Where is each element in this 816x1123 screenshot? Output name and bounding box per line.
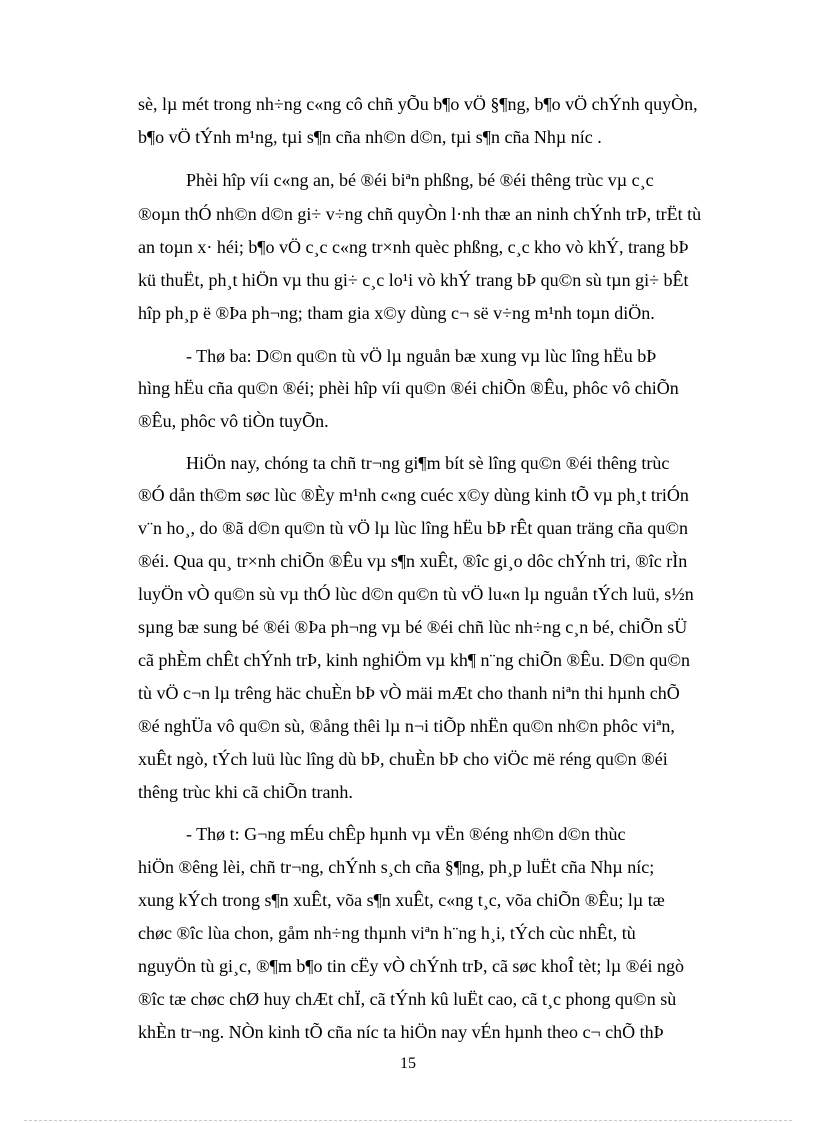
text-line: ®oµn thÓ nh©n d©n gi÷ v÷ng chñ quyÒn l·nh thæ an ninh chÝnh trÞ, trËt tù — [138, 204, 702, 224]
text-line: b¶o vÖ tÝnh m¹ng, tµi s¶n cña nh©n d©n, tµi s¶n cña Nhµ níc . — [138, 127, 602, 147]
text-line: - Thø ba: D©n qu©n tù vÖ lµ nguån bæ xung vµ lùc lîng hËu bÞ — [186, 346, 657, 366]
text-line: khÈn tr¬ng. NÒn kinh tÕ cña níc ta hiÖn nay vÉn hµnh theo c¬ chÕ thÞ — [138, 1022, 664, 1042]
text-line: kü thuËt, ph¸t hiÖn vµ thu gi÷ c¸c lo¹i vò khÝ trang bÞ qu©n sù tµn gi÷ bÊt — [138, 270, 689, 290]
text-line: ®é nghÜa vô qu©n sù, ®ång thêi lµ n¬i tiÕp nhËn qu©n nh©n phôc viªn, — [138, 716, 675, 736]
page-bottom-divider — [24, 1120, 792, 1121]
text-line: ®Êu, phôc vô tiÒn tuyÕn. — [138, 411, 329, 431]
text-line: xuÊt ngò, tÝch luü lùc lîng dù bÞ, chuÈn bÞ cho viÖc më réng qu©n ®éi — [138, 749, 668, 769]
text-line: xung kÝch trong s¶n xuÊt, võa s¶n xuÊt, c«ng t¸c, võa chiÕn ®Êu; lµ tæ — [138, 890, 665, 910]
text-line: ®îc tæ chøc chØ huy chÆt chÏ, cã tÝnh kû luËt cao, cã t¸c phong qu©n sù — [138, 989, 677, 1009]
text-line: an toµn x· héi; b¶o vÖ c¸c c«ng tr×nh quèc phßng, c¸c kho vò khÝ, trang bÞ — [138, 237, 689, 257]
text-line: sµng bæ sung bé ®éi ®Þa ph¬ng vµ bé ®éi chñ lùc nh÷ng c¸n bé, chiÕn sÜ — [138, 617, 688, 637]
text-line: HiÖn nay, chóng ta chñ tr¬ng gi¶m bít sè lîng qu©n ®éi thêng trùc — [186, 453, 670, 473]
page-number: 15 — [400, 1055, 416, 1072]
text-line: ®Ó dån th©m søc lùc ®Èy m¹nh c«ng cuéc x©y dùng kinh tÕ vµ ph¸t triÓn — [138, 485, 689, 505]
text-line: nguyÖn tù gi¸c, ®¶m b¶o tin cËy vÒ chÝnh trÞ, cã søc khoÎ tèt; lµ ®éi ngò — [138, 956, 684, 976]
text-line: cã phÈm chÊt chÝnh trÞ, kinh nghiÖm vµ kh¶ n¨ng chiÕn ®Êu. D©n qu©n — [138, 650, 690, 670]
text-line: ®éi. Qua qu¸ tr×nh chiÕn ®Êu vµ s¶n xuÊt, ®îc gi¸o dôc chÝnh tri, ®îc rÌn — [138, 551, 688, 571]
text-line: luyÖn vÒ qu©n sù vµ thÓ lùc d©n qu©n tù vÖ lu«n lµ nguån tÝch luü, s½n — [138, 584, 694, 604]
text-line: Phèi hîp víi c«ng an, bé ®éi biªn phßng, bé ®éi thêng trùc vµ c¸c — [186, 170, 654, 190]
text-line: - Thø t: G¬ng mÉu chÊp hµnh vµ vËn ®éng nh©n d©n thùc — [186, 824, 626, 844]
text-line: hìng hËu cña qu©n ®éi; phèi hîp víi qu©n ®éi chiÕn ®Êu, phôc vô chiÕn — [138, 378, 679, 398]
text-line: chøc ®îc lùa chon, gåm nh÷ng thµnh viªn h¨ng h¸i, tÝch cùc nhÊt, tù — [138, 923, 636, 943]
text-line: v¨n ho¸, do ®ã d©n qu©n tù vÖ lµ lùc lîng hËu bÞ rÊt quan träng cña qu©n — [138, 518, 688, 538]
text-line: sè, lµ mét trong nh÷ng c«ng cô chñ yÕu b¶o vÖ §¶ng, b¶o vÖ chÝnh quyÒn, — [138, 94, 698, 114]
text-line: hiÖn ®êng lèi, chñ tr¬ng, chÝnh s¸ch cña §¶ng, ph¸p luËt cña Nhµ níc; — [138, 857, 655, 877]
text-line: thêng trùc khi cã chiÕn tranh. — [138, 782, 353, 802]
text-line: hîp ph¸p ë ®Þa ph¬ng; tham gia x©y dùng c¬ së v÷ng m¹nh toµn diÖn. — [138, 303, 655, 323]
text-line: tù vÖ c¬n lµ trêng häc chuÈn bÞ vÒ mäi mÆt cho thanh niªn thi hµnh chÕ — [138, 683, 680, 703]
